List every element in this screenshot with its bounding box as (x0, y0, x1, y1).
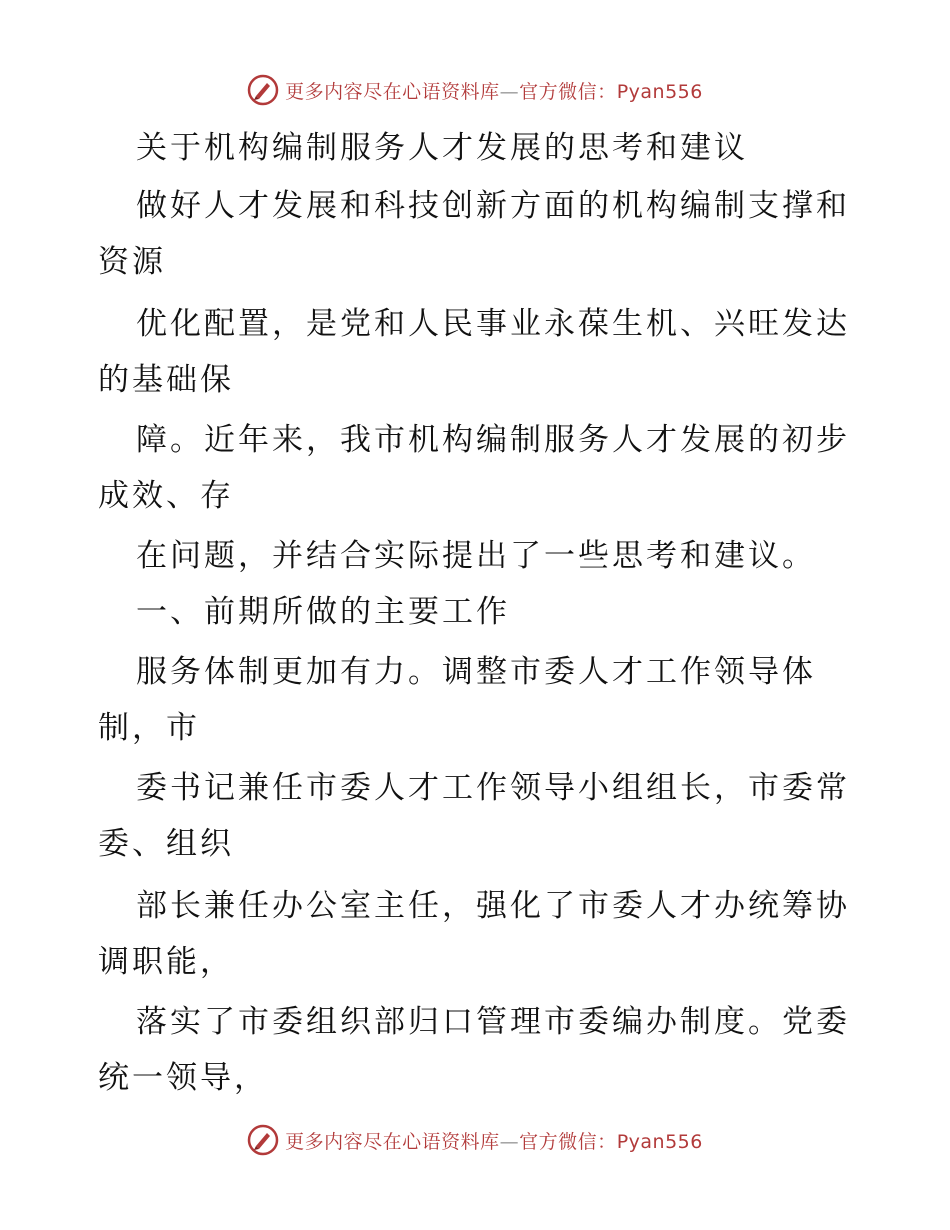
text-line-1: 关于机构编制服务人才发展的思考和建议 (136, 130, 748, 166)
text-line-2: 做好人才发展和科技创新方面的机构编制支撑和 (136, 188, 850, 224)
text-line-15: 调职能， (98, 944, 234, 980)
text-line-8: 在问题，并结合实际提出了一些思考和建议。 (136, 538, 816, 574)
footer-banner-separator: — (499, 1130, 520, 1153)
header-wechat-label: 官方微信： (519, 80, 617, 103)
header-banner-title: 更多内容尽在心语资料库 (285, 80, 500, 103)
footer-banner-text (285, 1127, 703, 1154)
header-banner (0, 70, 950, 110)
header-banner-separator: — (499, 80, 520, 103)
text-line-9: 一、前期所做的主要工作 (136, 594, 510, 630)
text-line-11: 制，市 (98, 710, 200, 746)
text-line-6: 障。近年来，我市机构编制服务人才发展的初步 (136, 422, 850, 458)
footer-banner-title: 更多内容尽在心语资料库 (285, 1130, 500, 1153)
header-banner-text (285, 77, 703, 104)
header-wechat-id: Pyan556 (616, 80, 703, 103)
text-line-16: 落实了市委组织部归口管理市委编办制度。党委 (136, 1004, 850, 1040)
footer-wechat-label: 官方微信： (519, 1130, 617, 1153)
text-line-4: 优化配置，是党和人民事业永葆生机、兴旺发达 (136, 306, 850, 342)
footer-banner (0, 1120, 950, 1160)
pen-logo-icon (247, 74, 279, 106)
text-line-5: 的基础保 (98, 362, 234, 398)
text-line-10: 服务体制更加有力。调整市委人才工作领导体 (136, 654, 816, 690)
text-line-14: 部长兼任办公室主任，强化了市委人才办统筹协 (136, 888, 850, 924)
text-line-17: 统一领导， (98, 1060, 268, 1096)
text-line-7: 成效、存 (98, 478, 234, 514)
text-line-12: 委书记兼任市委人才工作领导小组组长，市委常 (136, 770, 850, 806)
pen-logo-icon (247, 1124, 279, 1156)
footer-wechat-id: Pyan556 (616, 1130, 703, 1153)
text-line-3: 资源 (98, 244, 166, 280)
text-line-13: 委、组织 (98, 826, 234, 862)
